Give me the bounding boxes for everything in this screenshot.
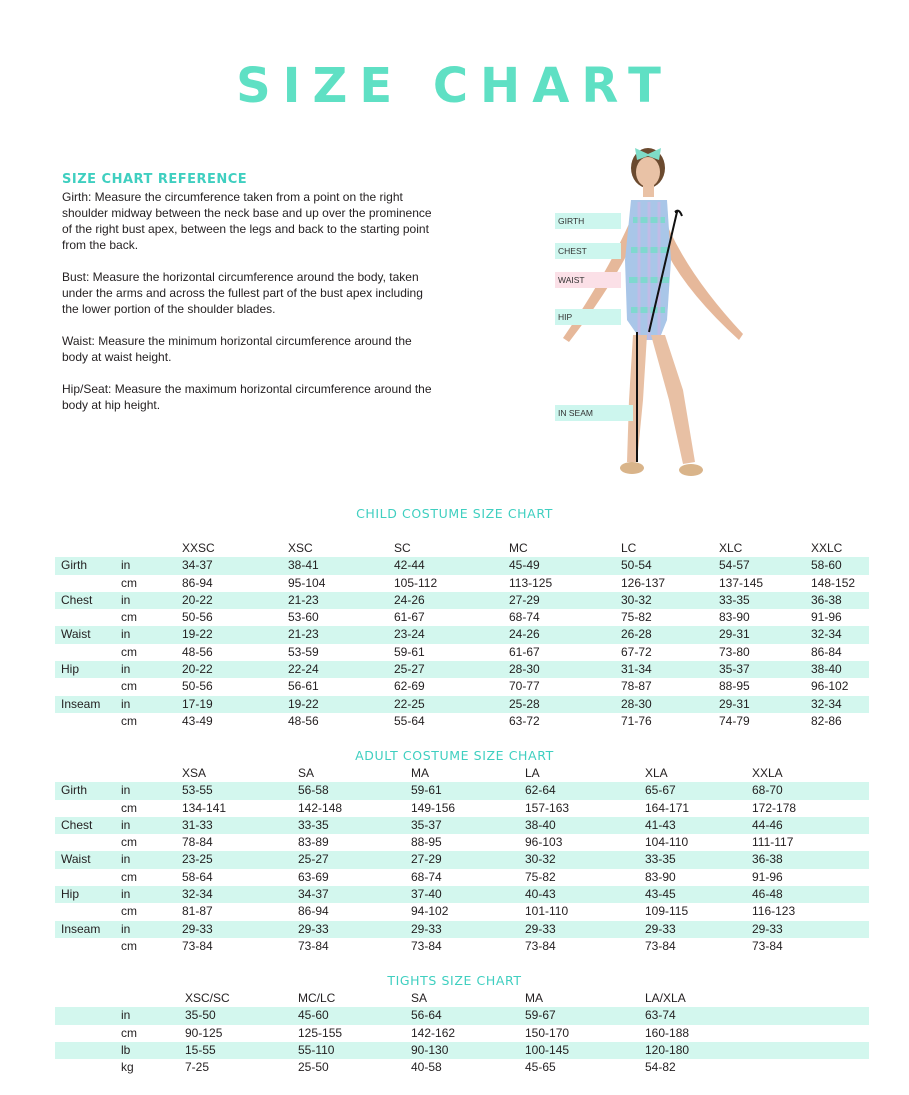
table-cell: 65-67 [645,783,676,798]
tights-size-table [55,990,869,1076]
table-cell: 53-55 [182,783,213,798]
unit-label: cm [121,575,137,590]
table-cell: 111-117 [752,835,794,850]
model-figure [555,140,755,490]
table-cell: 50-56 [182,679,213,694]
table-cell: 38-40 [811,662,842,677]
table-cell: 53-60 [288,610,319,625]
table-cell: 48-56 [288,713,319,728]
table-cell: 29-33 [298,921,329,936]
size-column-header: XSC/SC [185,991,230,1005]
table-cell: 59-61 [394,644,425,659]
size-column-header: LA [525,766,540,780]
table-cell: 29-33 [752,921,783,936]
table-row [55,869,869,886]
table-cell: 55-110 [298,1042,335,1057]
unit-label: in [121,817,131,832]
table-cell: 126-137 [621,575,666,590]
size-column-header: XLA [645,766,668,780]
size-column-header: MC [509,541,528,555]
child-chart-title: CHILD COSTUME SIZE CHART [356,506,553,521]
table-cell: 15-55 [185,1042,216,1057]
table-cell: 90-130 [411,1042,449,1057]
hip-definition: Hip/Seat: Measure the maximum horizontal circumference around the body at hip height. [62,382,432,412]
table-cell: 78-84 [182,835,213,850]
unit-label: cm [121,904,137,919]
table-cell: 120-180 [645,1042,690,1057]
table-cell: 68-70 [752,783,783,798]
table-cell: 62-69 [394,679,425,694]
unit-label: in [121,592,131,607]
measurement-label: Inseam [61,921,101,936]
table-cell: 30-32 [525,852,556,867]
measurement-label: Chest [61,817,93,832]
table-cell: 56-64 [411,1008,442,1023]
unit-label: in [121,921,131,936]
unit-label: in [121,627,131,642]
table-cell: 34-37 [182,558,213,573]
table-cell: 32-34 [811,696,842,711]
table-cell: 71-76 [621,713,652,728]
unit-label: kg [121,1060,134,1075]
table-row [55,575,869,592]
table-cell: 73-84 [525,938,556,953]
table-cell: 23-25 [182,852,213,867]
size-column-header: SA [411,991,428,1005]
unit-label: cm [121,610,137,625]
table-cell: 22-25 [394,696,425,711]
table-cell: 35-37 [719,662,750,677]
table-cell: 38-40 [525,817,556,832]
table-cell: 56-61 [288,679,319,694]
table-cell: 58-60 [811,558,842,573]
table-cell: 91-96 [752,869,783,884]
table-cell: 21-23 [288,592,319,607]
table-row [55,1042,869,1059]
table-cell: 105-112 [394,575,438,590]
table-cell: 54-82 [645,1060,676,1075]
table-cell: 38-41 [288,558,319,573]
measurement-label: Hip [61,662,80,677]
girth-definition: Girth: Measure the circumference taken from a point on the right shoulder midway between the neck base and up over the prominence of the right bust apex, between the legs and back to the starting point from the back. [62,190,432,252]
table-cell: 86-84 [811,644,842,659]
table-cell: 17-19 [182,696,213,711]
unit-label: in [121,852,131,867]
table-cell: 45-65 [525,1060,556,1075]
table-cell: 88-95 [719,679,750,694]
table-cell: 25-28 [509,696,540,711]
unit-label: cm [121,835,137,850]
table-row [55,921,869,938]
table-cell: 58-64 [182,869,213,884]
measurement-label: Girth [61,558,88,573]
table-cell: 101-110 [525,904,569,919]
table-cell: 48-56 [182,644,213,659]
unit-label: in [121,558,131,573]
table-row [55,1059,869,1076]
measurement-label: Waist [61,852,91,867]
table-cell: 73-84 [411,938,442,953]
measurement-label: Waist [61,627,91,642]
waist-label: WAIST [555,272,621,288]
table-cell: 109-115 [645,904,689,919]
hip-label: HIP [555,309,621,325]
table-cell: 59-61 [411,783,442,798]
table-row [55,782,869,799]
unit-label: in [121,887,131,902]
table-cell: 74-79 [719,713,750,728]
table-cell: 50-56 [182,610,213,625]
table-cell: 21-23 [288,627,319,642]
unit-label: cm [121,938,137,953]
table-cell: 113-125 [509,575,553,590]
table-row [55,626,869,643]
table-cell: 164-171 [645,800,690,815]
size-column-header: XXLA [752,766,783,780]
size-column-header: XXSC [182,541,215,555]
table-cell: 26-28 [621,627,652,642]
unit-label: cm [121,713,137,728]
table-cell: 27-29 [509,592,540,607]
table-cell: 45-49 [509,558,540,573]
table-cell: 142-162 [411,1025,456,1040]
table-cell: 24-26 [509,627,540,642]
table-cell: 37-40 [411,887,442,902]
table-cell: 104-110 [645,835,689,850]
table-cell: 83-90 [645,869,676,884]
size-column-header: XLC [719,541,743,555]
measurement-label: Chest [61,592,93,607]
unit-label: cm [121,800,137,815]
size-column-header: MA [525,991,543,1005]
table-cell: 32-34 [811,627,842,642]
reference-heading: SIZE CHART REFERENCE [62,172,248,187]
measurement-label: Girth [61,783,88,798]
waist-definition: Waist: Measure the minimum horizontal circumference around the body at waist height. [62,334,412,364]
table-cell: 75-82 [621,610,652,625]
table-cell: 95-104 [288,575,326,590]
table-cell: 149-156 [411,800,456,815]
child-size-table [55,540,869,730]
table-cell: 73-84 [182,938,213,953]
table-cell: 46-48 [752,887,783,902]
unit-label: cm [121,644,137,659]
table-row [55,851,869,868]
table-cell: 137-145 [719,575,764,590]
size-column-header: XSC [288,541,313,555]
table-cell: 43-45 [645,887,676,902]
table-cell: 42-44 [394,558,425,573]
table-cell: 63-69 [298,869,329,884]
unit-label: in [121,783,131,798]
table-cell: 73-84 [645,938,676,953]
table-cell: 78-87 [621,679,652,694]
table-cell: 20-22 [182,662,213,677]
table-cell: 70-77 [509,679,540,694]
table-row [55,696,869,713]
table-cell: 73-80 [719,644,750,659]
table-cell: 55-64 [394,713,425,728]
table-cell: 68-74 [411,869,442,884]
adult-chart-title: ADULT COSTUME SIZE CHART [355,748,554,763]
table-cell: 34-37 [298,887,329,902]
table-cell: 31-34 [621,662,652,677]
table-cell: 96-102 [811,679,849,694]
table-row [55,644,869,661]
chest-label: CHEST [555,243,621,259]
table-cell: 54-57 [719,558,750,573]
table-cell: 88-95 [411,835,442,850]
table-row [55,834,869,851]
table-cell: 35-37 [411,817,442,832]
unit-label: cm [121,1025,137,1040]
table-cell: 96-103 [525,835,563,850]
table-cell: 73-84 [298,938,329,953]
table-cell: 53-59 [288,644,319,659]
table-cell: 91-96 [811,610,842,625]
table-row [55,1007,869,1024]
unit-label: in [121,696,131,711]
table-cell: 172-178 [752,800,797,815]
table-row [55,886,869,903]
size-column-header: XXLC [811,541,843,555]
table-cell: 94-102 [411,904,449,919]
table-cell: 25-50 [298,1060,329,1075]
table-cell: 44-46 [752,817,783,832]
table-cell: 116-123 [752,904,796,919]
table-cell: 25-27 [394,662,425,677]
table-cell: 31-33 [182,817,213,832]
table-cell: 19-22 [288,696,319,711]
table-cell: 82-86 [811,713,842,728]
table-row [55,938,869,955]
table-row [55,1025,869,1042]
table-row [55,592,869,609]
table-cell: 40-58 [411,1060,442,1075]
table-cell: 148-152 [811,575,856,590]
table-row [55,661,869,678]
table-cell: 19-22 [182,627,213,642]
size-header-row [55,990,869,1007]
tights-chart-title: TIGHTS SIZE CHART [387,973,522,988]
table-cell: 56-58 [298,783,329,798]
size-header-row [55,765,869,782]
table-cell: 73-84 [752,938,783,953]
table-cell: 134-141 [182,800,227,815]
size-column-header: XSA [182,766,207,780]
table-cell: 81-87 [182,904,213,919]
table-cell: 83-90 [719,610,750,625]
table-cell: 33-35 [719,592,750,607]
inseam-label: IN SEAM [555,405,633,421]
size-column-header: SA [298,766,315,780]
table-cell: 61-67 [509,644,540,659]
table-cell: 24-26 [394,592,425,607]
table-cell: 83-89 [298,835,329,850]
table-row [55,817,869,834]
table-cell: 29-31 [719,696,750,711]
table-cell: 160-188 [645,1025,690,1040]
table-cell: 150-170 [525,1025,570,1040]
table-row [55,800,869,817]
table-cell: 62-64 [525,783,556,798]
table-cell: 63-74 [645,1008,676,1023]
table-row [55,557,869,574]
measurement-label: Hip [61,887,80,902]
table-cell: 68-74 [509,610,540,625]
girth-label: GIRTH [555,213,621,229]
table-cell: 32-34 [182,887,213,902]
table-cell: 86-94 [182,575,213,590]
table-cell: 100-145 [525,1042,570,1057]
table-cell: 28-30 [621,696,652,711]
table-cell: 90-125 [185,1025,223,1040]
size-reference [62,172,432,429]
table-cell: 29-33 [411,921,442,936]
table-cell: 7-25 [185,1060,210,1075]
table-cell: 33-35 [298,817,329,832]
page-title: SIZE CHART [236,58,673,114]
size-column-header: MC/LC [298,991,336,1005]
table-cell: 36-38 [752,852,783,867]
unit-label: lb [121,1042,131,1057]
table-cell: 59-67 [525,1008,556,1023]
table-cell: 61-67 [394,610,425,625]
unit-label: cm [121,869,137,884]
table-cell: 35-50 [185,1008,216,1023]
table-row [55,609,869,626]
size-column-header: LA/XLA [645,991,686,1005]
table-cell: 29-33 [645,921,676,936]
table-cell: 50-54 [621,558,652,573]
size-column-header: LC [621,541,637,555]
size-column-header: SC [394,541,411,555]
table-cell: 86-94 [298,904,329,919]
table-cell: 142-148 [298,800,343,815]
table-cell: 29-31 [719,627,750,642]
table-row [55,713,869,730]
unit-label: in [121,662,131,677]
table-cell: 27-29 [411,852,442,867]
table-cell: 22-24 [288,662,319,677]
table-cell: 67-72 [621,644,652,659]
table-cell: 20-22 [182,592,213,607]
bust-definition: Bust: Measure the horizontal circumference around the body, taken under the arms and across the fullest part of the bust apex including the lower portion of the shoulder blades. [62,270,423,316]
unit-label: cm [121,679,137,694]
adult-size-table [55,765,869,955]
table-cell: 125-155 [298,1025,343,1040]
table-cell: 41-43 [645,817,676,832]
measurement-label: Inseam [61,696,101,711]
table-cell: 29-33 [182,921,213,936]
table-cell: 43-49 [182,713,213,728]
table-cell: 29-33 [525,921,556,936]
table-cell: 63-72 [509,713,540,728]
table-cell: 28-30 [509,662,540,677]
table-row [55,678,869,695]
size-column-header: MA [411,766,429,780]
table-row [55,903,869,920]
table-cell: 40-43 [525,887,556,902]
size-header-row [55,540,869,557]
table-cell: 23-24 [394,627,425,642]
unit-label: in [121,1008,131,1023]
table-cell: 25-27 [298,852,329,867]
table-cell: 33-35 [645,852,676,867]
table-cell: 45-60 [298,1008,329,1023]
table-cell: 36-38 [811,592,842,607]
table-cell: 75-82 [525,869,556,884]
table-cell: 30-32 [621,592,652,607]
table-cell: 157-163 [525,800,570,815]
